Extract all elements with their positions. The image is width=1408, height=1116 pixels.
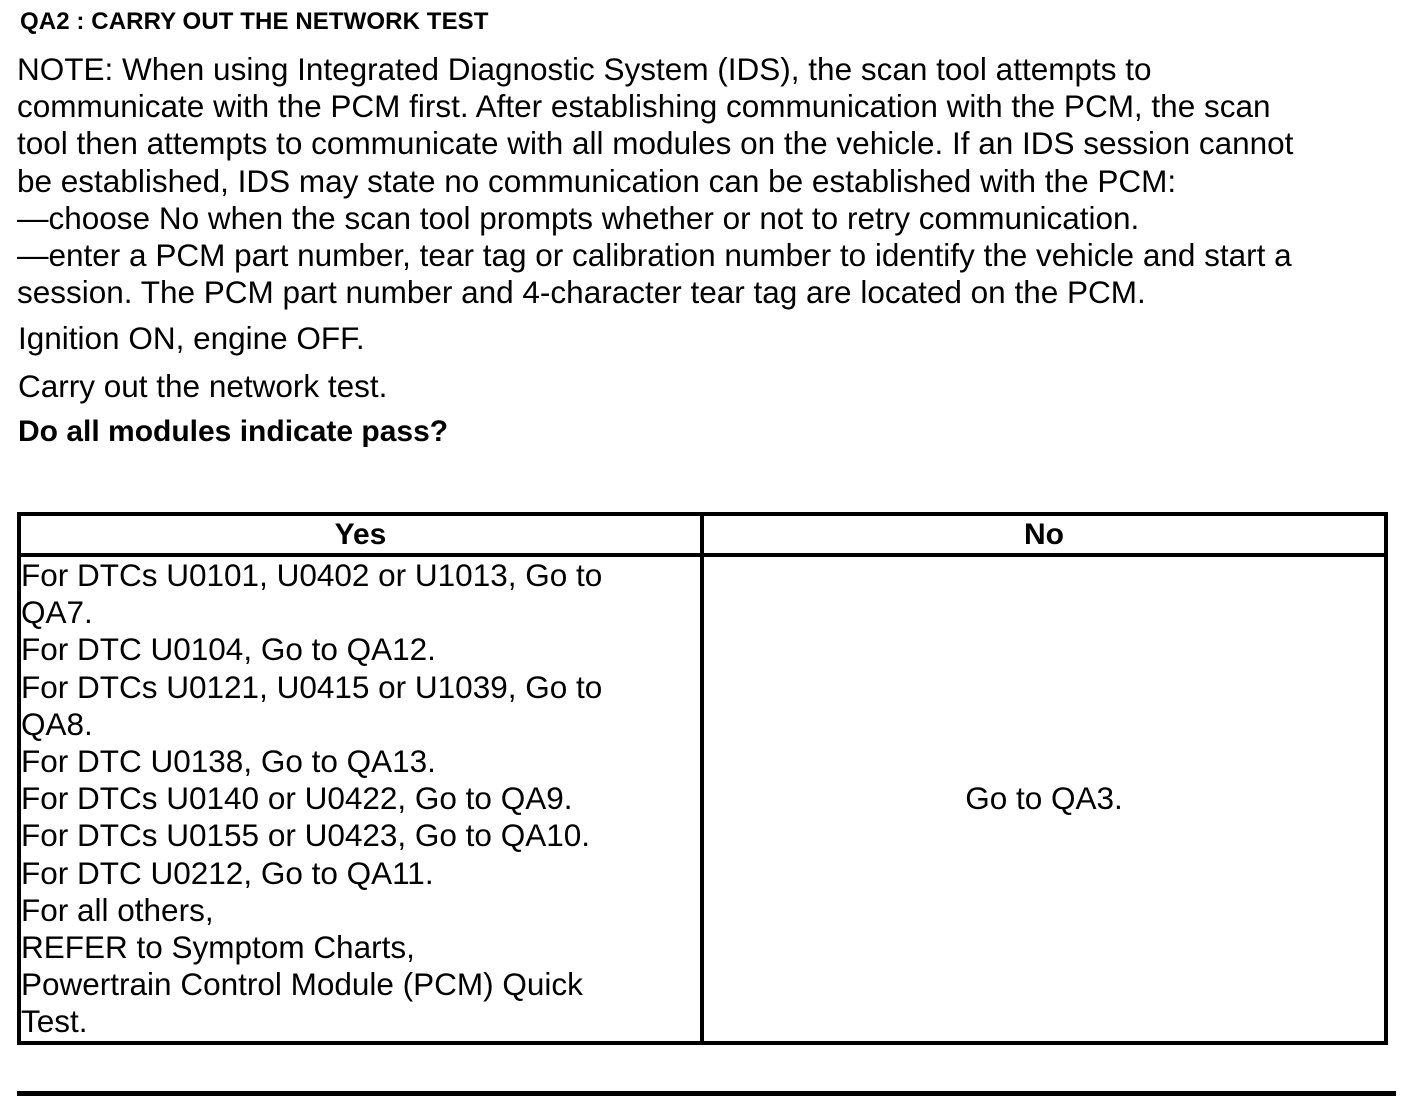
yes-line: For DTC U0212, Go to QA11. — [21, 854, 434, 891]
yes-cell — [19, 555, 702, 1043]
yes-line: For DTC U0138, Go to QA13. — [21, 743, 436, 780]
footer-divider — [17, 1091, 1396, 1096]
table-header-row — [19, 514, 1386, 555]
yes-line: For DTCs U0121, U0415 or U1039, Go to — [21, 668, 603, 705]
no-header: No — [702, 514, 1386, 555]
note-line: session. The PCM part number and 4-character tear tag are located on the PCM. — [17, 274, 1146, 311]
note-line: be established, IDS may state no communication can be established with the PCM: — [17, 162, 1177, 199]
table-row — [19, 555, 1386, 1043]
yes-line: QA7. — [21, 594, 93, 631]
yes-line: Powertrain Control Module (PCM) Quick — [21, 966, 583, 1003]
question: Do all modules indicate pass? — [18, 415, 449, 448]
yes-line: REFER to Symptom Charts, — [21, 929, 415, 966]
yes-line: For all others, — [21, 891, 214, 928]
yes-line: QA8. — [21, 705, 93, 742]
no-cell: Go to QA3. — [702, 555, 1386, 1043]
note-line: communicate with the PCM first. After establishing communication with the PCM, the scan — [17, 88, 1271, 125]
note-line: NOTE: When using Integrated Diagnostic System (IDS), the scan tool attempts to — [17, 51, 1152, 87]
step-ignition: Ignition ON, engine OFF. — [18, 320, 365, 356]
yes-header: Yes — [19, 514, 702, 555]
section-title: QA2 : CARRY OUT THE NETWORK TEST — [20, 8, 489, 35]
note-line: —enter a PCM part number, tear tag or calibration number to identify the vehicle and start a — [17, 237, 1292, 274]
note-line: —choose No when the scan tool prompts whether or not to retry communication. — [17, 199, 1140, 236]
yes-line: Test. — [21, 1003, 88, 1040]
note-line: tool then attempts to communicate with all modules on the vehicle. If an IDS session cannot — [17, 125, 1294, 162]
step-network-test: Carry out the network test. — [18, 368, 388, 404]
yes-line: For DTCs U0101, U0402 or U1013, Go to — [21, 557, 603, 593]
yes-line: For DTCs U0140 or U0422, Go to QA9. — [21, 780, 573, 817]
yes-line: For DTCs U0155 or U0423, Go to QA10. — [21, 817, 590, 854]
result-table — [17, 512, 1388, 1045]
yes-line: For DTC U0104, Go to QA12. — [21, 631, 436, 668]
note-paragraph — [17, 51, 1397, 311]
